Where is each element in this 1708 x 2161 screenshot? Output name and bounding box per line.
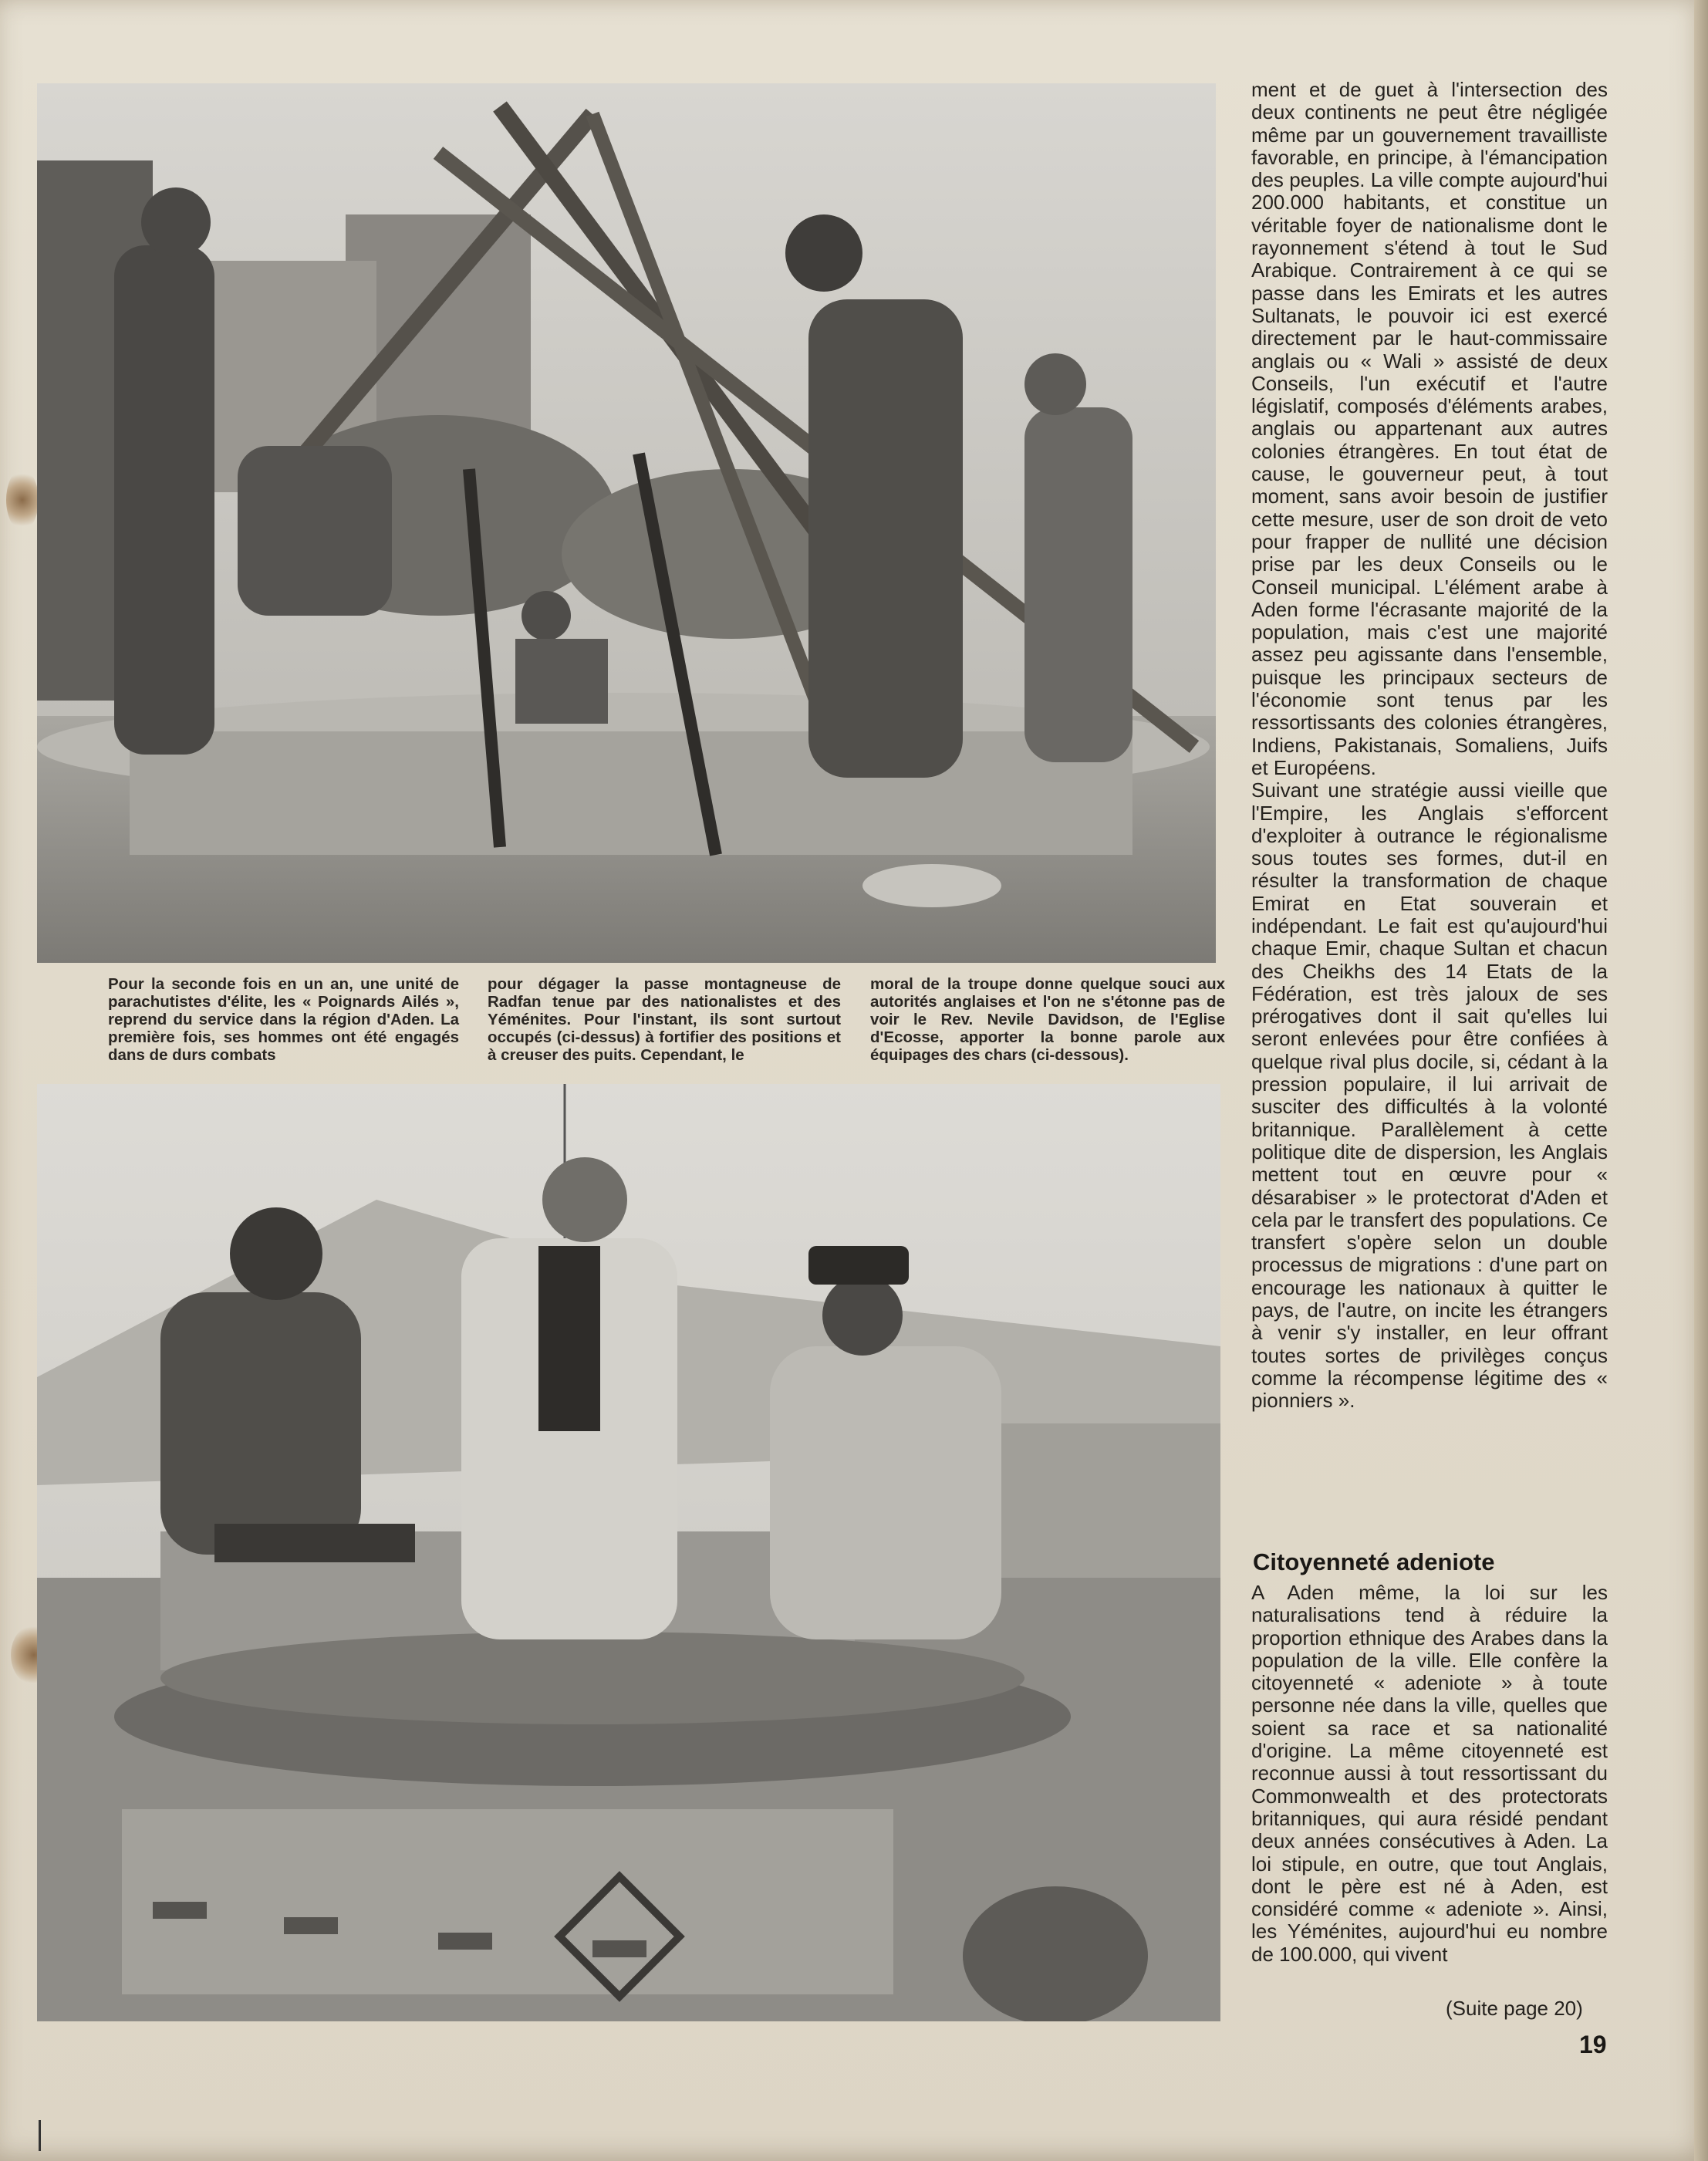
photo-tank-crew [37,1084,1220,2021]
caption-col-1: Pour la seconde fois en un an, une unité de parachutistes d'élite, les « Poignards Ailés », reprend du service dans la région d'Aden. La première fois, ses hommes ont été engagés dans de durs combats [108,975,459,1064]
section-heading: Citoyenneté adeniote [1253,1548,1495,1575]
article-column-bottom [1251,1582,1608,1966]
rust-stain-top [6,469,39,531]
article-paragraph-1: ment et de guet à l'intersection des deux continents ne peut être négligée même par un gouvernement travailliste favorable, en principe, à l'émancipation des peuples. La ville compte aujourd'hui 200.000 habitants, et constitue un véritable foyer de nationalisme dont le rayonnement s'étend à tout le Sud Arabique. Contrairement à ce qui se passe dans les Emirats et les autres Sultanats, le pouvoir ici est exercé directement par le haut-commissaire anglais ou « Wali » assisté de deux Conseils, l'un exécutif et l'autre législatif, composés d'éléments arabes, anglais ou appartenant aux autres colonies étrangères. En tout état de cause, le gouverneur peut, à tout moment, sans avoir besoin de justifier cette mesure, user de son droit de veto pour frapper de nullité une décision prise par les deux Conseils ou le Conseil municipal. L'élément arabe à Aden forme l'écrasante majorité de la population, mais c'est une majorité assez peu agissante dans l'ensemble, puisque les principaux secteurs de l'économie sont tenus par les ressortissants des colonies étrangères, Indiens, Pakistanais, Somaliens, Juifs et Européens. [1251,78,1608,779]
photo-paratroopers-well [37,83,1216,963]
article-paragraph-2: Suivant une stratégie aussi vieille que l'Empire, les Anglais s'efforcent d'exploiter à outrance le régionalisme sous toutes ses formes, dut-il en résulter la transformation de chaque Emirat en Etat souverain et indépendant. Le fait est qu'aujourd'hui chaque Emir, chaque Sultan et chacun des Cheikhs des 14 Etats de la Fédération, est très jaloux de ses prérogatives dont il sait qu'elles lui seront enlevées pour être confiées à quelque rival plus docile, si, cédant à la pression populaire, il lui arrivait de susciter des difficultés à la volonté britannique. Parallèlement à cette politique dite de dispersion, les Anglais mettent tout en œuvre pour « désarabiser » le protectorat d'Aden et cela par le transfert des populations. Ce transfert s'opère selon un double processus de migrations : d'une part on encourage les nationaux à quitter le pays, de l'autre, on incite les étrangers à venir s'y installer, en leur offrant toutes sortes de privilèges conçus comme la récompense légitime des « pionniers ». [1251,778,1608,1413]
continued-note: (Suite page 20) [1446,1997,1583,2020]
caption-col-3: moral de la troupe donne quelque souci aux autorités anglaises et l'on ne s'étonne pas de voir le Rev. Nevile Davidson, de l'Eglise d'Ecosse, apporter la bonne parole aux équipages des chars (ci-dessous). [870,975,1225,1064]
caption-col-2: pour dégager la passe montagneuse de Radfan tenue par des nationalistes et des Yéménites. Pour l'instant, ils sont surtout occupés (ci-dessus) à fortifier des positions et à creuser des puits. Cependant, le [488,975,841,1064]
margin-rule [39,2120,41,2151]
article-column-top [1251,79,1608,1413]
article-paragraph-3: A Aden même, la loi sur les naturalisations tend à réduire la proportion ethnique des Arabes dans la population de la ville. Elle confère la citoyenneté « adeniote » à toute personne née dans la ville, quelles que soient sa race et sa nationalité d'origine. La même citoyenneté est reconnue aussi à tout ressortissant du Commonwealth et des protectorats britanniques, qui aura résidé pendant deux années consécutives à Aden. La loi stipule, en outre, que tout Anglais, dont le père est né à Aden, est considéré comme « adeniote ». Ainsi, les Yéménites, aujourd'hui eu nombre de 100.000, qui vivent [1251,1581,1608,1966]
page-number: 19 [1579,2031,1607,2058]
page-edge [1694,0,1708,2161]
